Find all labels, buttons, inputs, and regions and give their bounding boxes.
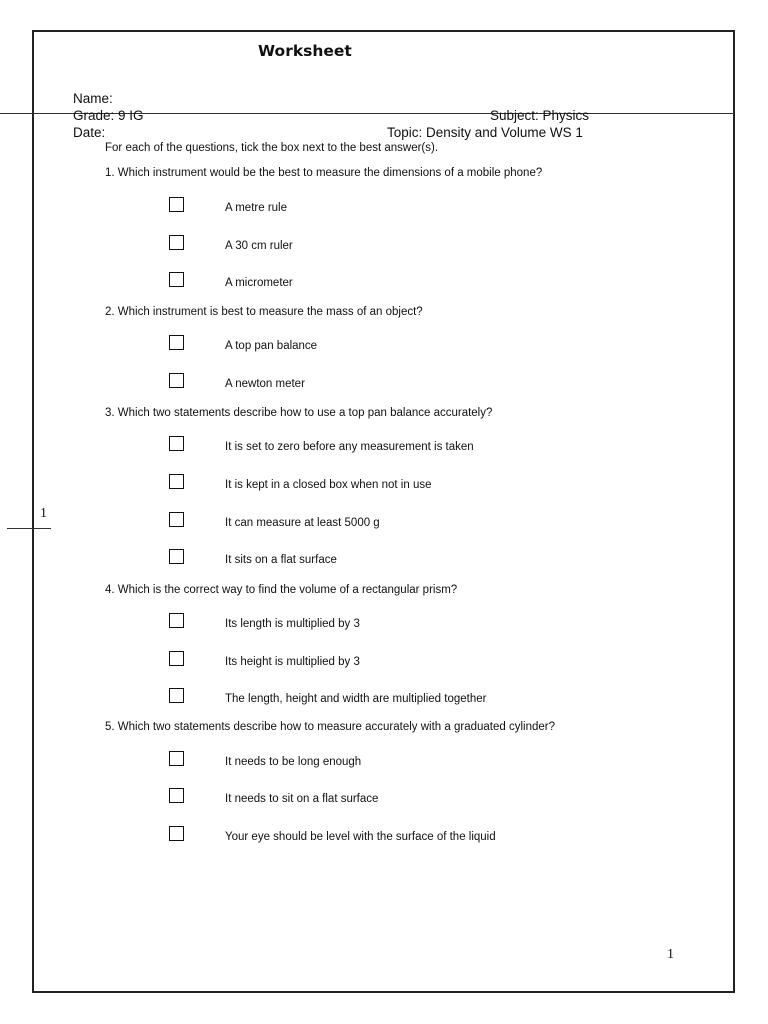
option-label: Its length is multiplied by 3 (225, 618, 360, 630)
option-label: A metre rule (225, 202, 287, 214)
option-label: It needs to be long enough (225, 756, 362, 768)
option-label: Your eye should be level with the surface of the liquid (225, 831, 496, 843)
checkbox-q3-option-1[interactable] (169, 436, 184, 451)
option-label: It is kept in a closed box when not in use (225, 479, 432, 491)
option-label: It is set to zero before any measurement is taken (225, 441, 474, 453)
checkbox-q2-option-1[interactable] (169, 335, 184, 350)
checkbox-q3-option-3[interactable] (169, 512, 184, 527)
question-1: 1. Which instrument would be the best to measure the dimensions of a mobile phone? (105, 167, 543, 179)
option-label: It can measure at least 5000 g (225, 517, 380, 529)
date-label: Date: (73, 125, 106, 140)
option-label: It sits on a flat surface (225, 554, 337, 566)
checkbox-q3-option-4[interactable] (169, 549, 184, 564)
checkbox-q2-option-2[interactable] (169, 373, 184, 388)
checkbox-q1-option-2[interactable] (169, 235, 184, 250)
checkbox-q1-option-1[interactable] (169, 197, 184, 212)
option-label: A 30 cm ruler (225, 240, 293, 252)
name-label: Name: (73, 91, 113, 106)
worksheet-title: Worksheet (258, 42, 352, 60)
question-3: 3. Which two statements describe how to use a top pan balance accurately? (105, 407, 493, 419)
checkbox-q5-option-1[interactable] (169, 751, 184, 766)
checkbox-q5-option-3[interactable] (169, 826, 184, 841)
checkbox-q4-option-1[interactable] (169, 613, 184, 628)
margin-number: 1 (40, 506, 47, 521)
checkbox-q4-option-2[interactable] (169, 651, 184, 666)
option-label: A newton meter (225, 378, 305, 390)
checkbox-q1-option-3[interactable] (169, 272, 184, 287)
checkbox-q5-option-2[interactable] (169, 788, 184, 803)
option-label: A micrometer (225, 277, 293, 289)
option-label: A top pan balance (225, 340, 318, 352)
option-label: The length, height and width are multiplied together (225, 693, 487, 705)
question-2: 2. Which instrument is best to measure the mass of an object? (105, 306, 423, 318)
instructions-text: For each of the questions, tick the box next to the best answer(s). (105, 142, 439, 154)
subject-label: Subject: Physics (490, 108, 590, 123)
topic-label: Topic: Density and Volume WS 1 (387, 125, 583, 140)
option-label: Its height is multiplied by 3 (225, 656, 360, 668)
grade-label: Grade: 9 IG (73, 108, 144, 123)
margin-line (7, 528, 51, 529)
option-label: It needs to sit on a flat surface (225, 793, 379, 805)
page-number: 1 (667, 947, 674, 962)
question-4: 4. Which is the correct way to find the volume of a rectangular prism? (105, 584, 458, 596)
question-5: 5. Which two statements describe how to measure accurately with a graduated cylinder? (105, 721, 555, 733)
checkbox-q4-option-3[interactable] (169, 688, 184, 703)
checkbox-q3-option-2[interactable] (169, 474, 184, 489)
